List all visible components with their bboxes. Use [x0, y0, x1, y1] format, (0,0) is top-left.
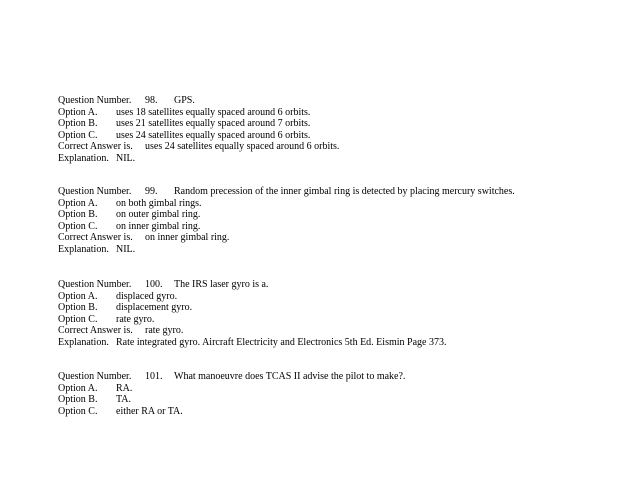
- option-c-line: [58, 221, 628, 233]
- option-a-label: Option A.: [58, 382, 98, 394]
- option-a-label: Option A.: [58, 106, 98, 118]
- question-line: [58, 279, 628, 291]
- option-c-text: uses 24 satellites equally spaced around 6 orbits.: [116, 129, 311, 141]
- option-b-line: [58, 118, 628, 130]
- question-number: 101.: [145, 371, 163, 382]
- question-number: 99.: [145, 186, 158, 197]
- option-c-label: Option C.: [58, 405, 98, 417]
- option-b-label: Option B.: [58, 209, 98, 220]
- question-number-label: Question Number.: [58, 95, 132, 106]
- question-block-99: [58, 186, 628, 255]
- option-b-label: Option B.: [58, 118, 98, 129]
- question-block-101: [58, 371, 628, 417]
- option-a-text: RA.: [116, 382, 133, 394]
- question-number-label: Question Number.: [58, 371, 132, 382]
- option-a-label: Option A.: [58, 290, 98, 302]
- question-block-100: [58, 279, 628, 348]
- answer-text: rate gyro.: [145, 325, 184, 336]
- option-c-text: rate gyro.: [116, 313, 155, 325]
- answer-line: [58, 232, 628, 244]
- option-a-line: [58, 107, 628, 119]
- answer-label: Correct Answer is.: [58, 325, 133, 336]
- option-c-line: [58, 314, 628, 326]
- question-text: GPS.: [174, 95, 195, 106]
- explanation-label: Explanation.: [58, 152, 109, 164]
- option-c-line: [58, 130, 628, 142]
- explanation-text: NIL.: [116, 243, 136, 255]
- question-line: [58, 371, 628, 383]
- question-block-98: [58, 95, 628, 164]
- explanation-line: [58, 153, 628, 165]
- option-b-text: on outer gimbal ring.: [116, 209, 201, 220]
- explanation-line: [58, 244, 628, 256]
- option-a-line: [58, 198, 628, 210]
- option-a-text: uses 18 satellites equally spaced around 6 orbits.: [116, 106, 311, 118]
- answer-label: Correct Answer is.: [58, 141, 133, 152]
- option-a-line: [58, 291, 628, 303]
- option-c-label: Option C.: [58, 220, 98, 232]
- explanation-label: Explanation.: [58, 336, 109, 348]
- question-number-label: Question Number.: [58, 279, 132, 290]
- question-number: 98.: [145, 95, 158, 106]
- question-text: The IRS laser gyro is a.: [174, 279, 269, 290]
- option-b-label: Option B.: [58, 302, 98, 313]
- answer-text: on inner gimbal ring.: [145, 232, 230, 243]
- answer-line: [58, 325, 628, 337]
- question-line: [58, 186, 628, 198]
- explanation-line: [58, 337, 628, 349]
- question-line: [58, 95, 628, 107]
- option-c-label: Option C.: [58, 129, 98, 141]
- option-c-text: on inner gimbal ring.: [116, 220, 201, 232]
- option-a-text: on both gimbal rings.: [116, 197, 202, 209]
- option-b-line: [58, 302, 628, 314]
- option-a-text: displaced gyro.: [116, 290, 178, 302]
- option-c-line: [58, 406, 628, 418]
- explanation-text: Rate integrated gyro. Aircraft Electricity and Electronics 5th Ed. Eismin Page 373.: [116, 336, 447, 348]
- question-text: What manoeuvre does TCAS II advise the pilot to make?.: [174, 371, 406, 382]
- option-c-label: Option C.: [58, 313, 98, 325]
- answer-text: uses 24 satellites equally spaced around 6 orbits.: [145, 141, 340, 152]
- option-b-line: [58, 394, 628, 406]
- option-a-line: [58, 383, 628, 395]
- option-b-text: TA.: [116, 394, 132, 405]
- option-a-label: Option A.: [58, 197, 98, 209]
- option-b-line: [58, 209, 628, 221]
- question-text: Random precession of the inner gimbal ring is detected by placing mercury switches.: [174, 186, 515, 197]
- option-b-label: Option B.: [58, 394, 98, 405]
- question-number-label: Question Number.: [58, 186, 132, 197]
- answer-label: Correct Answer is.: [58, 232, 133, 243]
- explanation-text: NIL.: [116, 152, 136, 164]
- question-number: 100.: [145, 279, 163, 290]
- answer-line: [58, 141, 628, 153]
- option-b-text: uses 21 satellites equally spaced around 7 orbits.: [116, 118, 311, 129]
- explanation-label: Explanation.: [58, 243, 109, 255]
- option-c-text: either RA or TA.: [116, 405, 183, 417]
- option-b-text: displacement gyro.: [116, 302, 193, 313]
